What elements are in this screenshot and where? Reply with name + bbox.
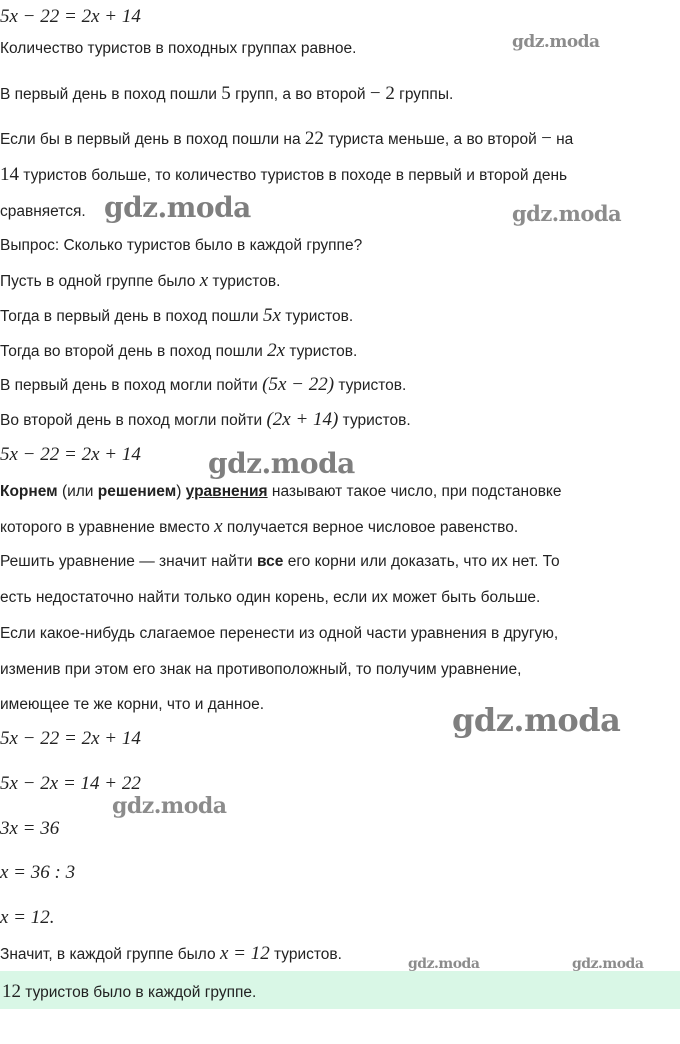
solution-step: x = 12. bbox=[0, 907, 55, 928]
text-span: Тогда во второй день в поход пошли bbox=[0, 343, 268, 360]
text-span: туристов. bbox=[338, 412, 411, 429]
text-line bbox=[0, 341, 357, 362]
equation: 5x − 22 = 2x + 14 bbox=[0, 444, 141, 465]
text-line bbox=[0, 410, 411, 431]
definition-line: есть недостаточно найти только один корень, если их может быть больше. bbox=[0, 589, 541, 606]
text-span: туристов было в каждой группе. bbox=[21, 984, 257, 1001]
text-line bbox=[0, 84, 453, 105]
answer-text bbox=[2, 982, 256, 1003]
math-symbol: − bbox=[541, 128, 552, 149]
text-span: получается верное числовое равенство. bbox=[222, 519, 519, 536]
text-line: Количество туристов в походных группах равное. bbox=[0, 40, 357, 57]
math-expression: 5x bbox=[262, 305, 281, 326]
text-span: туристов. bbox=[285, 343, 358, 360]
text-span: туристов. bbox=[269, 946, 342, 963]
text-span: Тогда в первый день в поход пошли bbox=[0, 308, 263, 325]
math-expression: (2x + 14) bbox=[266, 409, 339, 430]
math-number: 12 bbox=[2, 981, 21, 1002]
watermark: gdz.moda bbox=[512, 32, 600, 52]
text-span: туристов. bbox=[334, 377, 407, 394]
watermark: gdz.moda bbox=[208, 447, 355, 480]
text-line bbox=[0, 375, 406, 396]
math-expression: 2x bbox=[267, 340, 286, 361]
bold-term: уравнения bbox=[185, 483, 268, 500]
definition-line bbox=[0, 552, 560, 572]
solution-step: x = 36 : 3 bbox=[0, 862, 76, 883]
definition-line: Если какое-нибудь слагаемое перенести из одной части уравнения в другую, bbox=[0, 625, 559, 642]
watermark: gdz.moda bbox=[112, 793, 227, 819]
math-number: 5 bbox=[221, 83, 231, 104]
math-variable: x bbox=[214, 516, 223, 537]
text-span: которого в уравнение вместо bbox=[0, 519, 215, 536]
text-span: туриста меньше, а во второй bbox=[323, 131, 542, 148]
text-span: его корни или доказать, что их нет. То bbox=[283, 553, 560, 570]
text-span: группы. bbox=[394, 86, 454, 103]
solution-step: 5x − 2x = 14 + 22 bbox=[0, 773, 141, 794]
math-expression: (5x − 22) bbox=[262, 374, 335, 395]
watermark: gdz.moda bbox=[104, 191, 251, 224]
text-span: Если бы в первый день в поход пошли на bbox=[0, 131, 305, 148]
text-span: (или bbox=[57, 483, 98, 500]
bold-term: Корнем bbox=[0, 483, 58, 500]
text-line bbox=[0, 165, 567, 186]
text-span: Значит, в каждой группе было bbox=[0, 946, 220, 963]
definition-line bbox=[0, 482, 562, 502]
text-line: Выпрос: Сколько туристов было в каждой группе? bbox=[0, 237, 363, 254]
solution-step: 3x = 36 bbox=[0, 818, 60, 839]
math-number: − 2 bbox=[369, 83, 395, 104]
conclusion-line bbox=[0, 944, 342, 965]
text-span: туристов больше, то количество туристов в походе в первый и второй день bbox=[19, 167, 568, 184]
text-span: Решить уравнение — значит найти bbox=[0, 553, 258, 570]
text-span: Пусть в одной группе было bbox=[0, 273, 200, 290]
text-span: называют такое число, при подстановке bbox=[267, 483, 562, 500]
bold-term: все bbox=[257, 553, 284, 570]
text-span: туристов. bbox=[208, 273, 281, 290]
watermark: gdz.moda bbox=[572, 956, 644, 972]
text-line bbox=[0, 271, 280, 292]
text-span: на bbox=[551, 131, 574, 148]
text-span: Во второй день в поход могли пойти bbox=[0, 412, 267, 429]
definition-line: имеющее те же корни, что и данное. bbox=[0, 696, 265, 713]
text-line bbox=[0, 306, 353, 327]
math-number: 22 bbox=[304, 128, 324, 149]
text-span: групп, а во второй bbox=[230, 86, 370, 103]
answer-box bbox=[0, 971, 680, 1009]
text-span: туристов. bbox=[280, 308, 354, 325]
text-span: В первый день в поход могли пойти bbox=[0, 377, 263, 394]
text-span: ) bbox=[176, 483, 186, 500]
watermark: gdz.moda bbox=[512, 201, 622, 226]
text-line bbox=[0, 129, 573, 150]
watermark: gdz.moda bbox=[452, 701, 621, 739]
solution-step: 5x − 22 = 2x + 14 bbox=[0, 728, 141, 749]
text-line: сравняется. bbox=[0, 203, 86, 220]
definition-line: изменив при этом его знак на противоположный, то получим уравнение, bbox=[0, 661, 522, 678]
math-expression: x = 12 bbox=[219, 943, 270, 964]
math-number: 14 bbox=[0, 164, 19, 185]
text-span: В первый день в поход пошли bbox=[0, 86, 222, 103]
bold-term: решением bbox=[97, 483, 177, 500]
math-variable: x bbox=[199, 270, 209, 291]
definition-line bbox=[0, 517, 518, 538]
equation-top: 5x − 22 = 2x + 14 bbox=[0, 6, 141, 27]
watermark: gdz.moda bbox=[408, 956, 480, 972]
